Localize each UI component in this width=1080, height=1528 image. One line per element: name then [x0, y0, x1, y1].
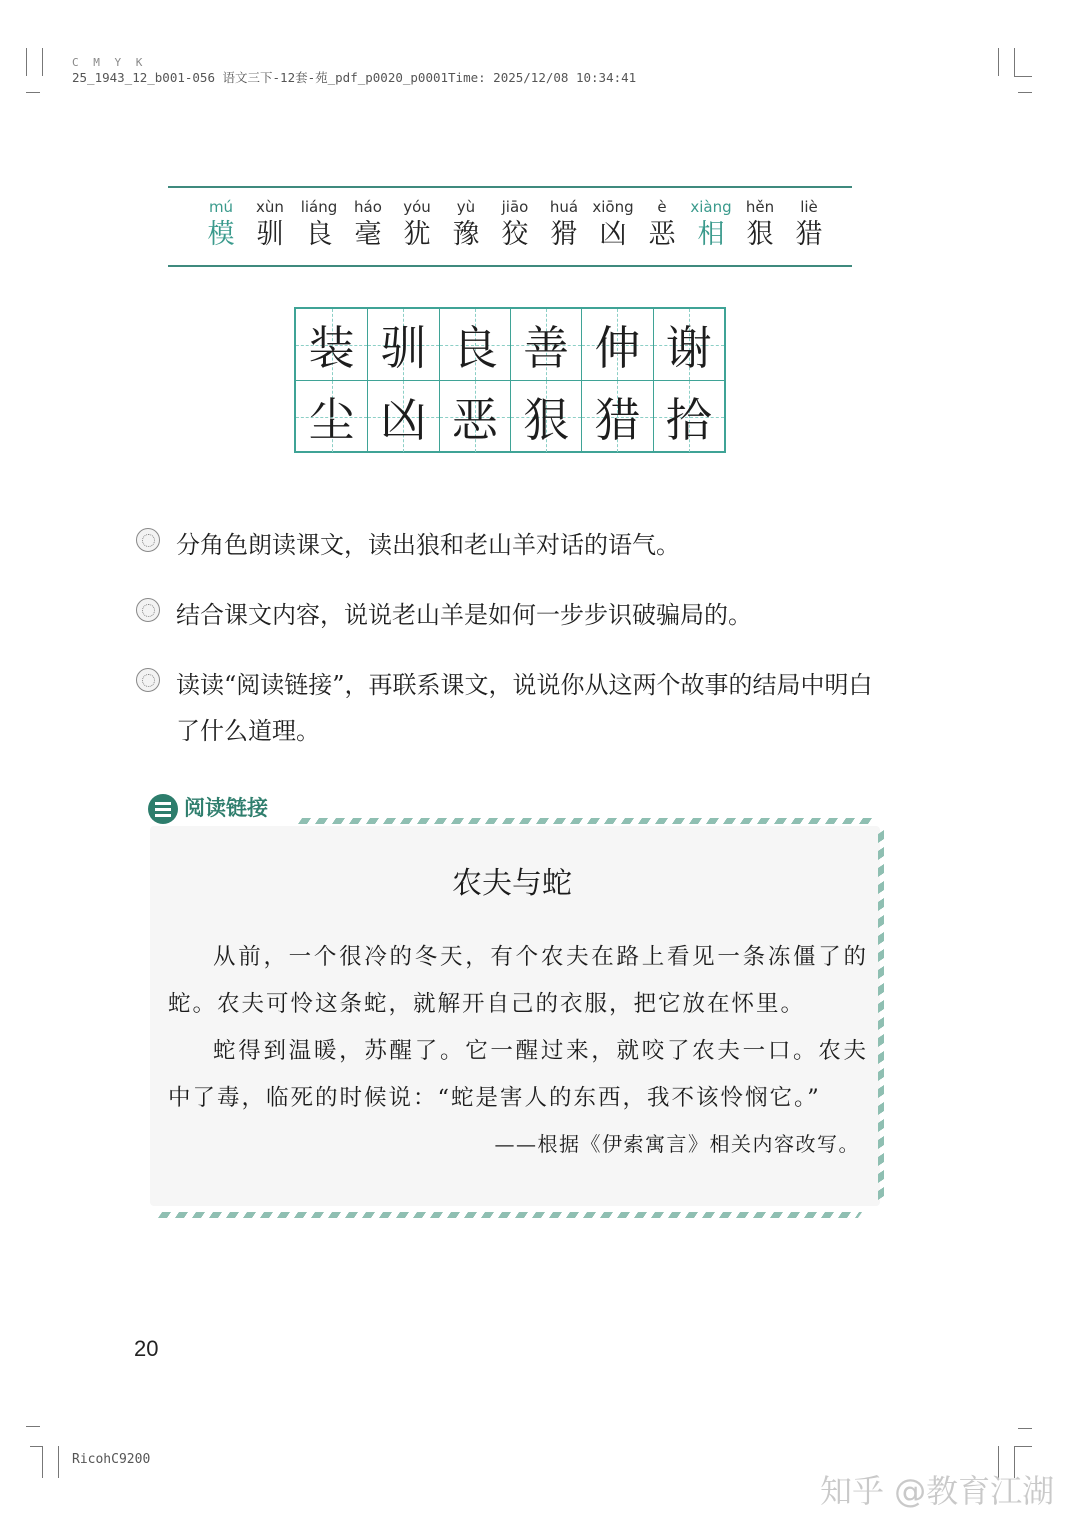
- vocab-char: 恶: [648, 219, 676, 250]
- vocab-pinyin: xiàng: [690, 198, 732, 216]
- story-paragraph: 蛇得到温暖，苏醒了。它一醒过来，就咬了农夫一口。农夫中了毒，临死的时候说：“蛇是害人的东西，我不该怜悯它。”: [168, 1038, 868, 1111]
- grid-cell: [296, 309, 367, 380]
- watermark: 知乎 @教育江湖: [820, 1472, 1055, 1510]
- grid-cell: [653, 309, 724, 380]
- vocab-item: [198, 196, 244, 252]
- vocab-item: [492, 196, 538, 252]
- grid-row-1: [296, 309, 724, 380]
- grid-cell: [367, 381, 438, 452]
- crop-mark: [1018, 92, 1032, 93]
- vocab-char: 犹: [403, 219, 431, 250]
- vocab-pinyin: xiōng: [592, 198, 634, 216]
- vocab-char: 毫: [354, 219, 382, 250]
- exercise-3: [136, 662, 896, 754]
- crop-mark: [26, 48, 27, 76]
- story-title: 农夫与蛇: [452, 866, 572, 901]
- grid-char: 尘: [308, 392, 355, 447]
- grid-cell: [581, 381, 652, 452]
- vocab-char: 驯: [256, 219, 284, 250]
- reading-link-label: 阅读链接: [184, 796, 268, 820]
- vocab-pinyin: xùn: [256, 198, 284, 216]
- grid-char: 伸: [594, 320, 641, 375]
- grid-char: 凶: [380, 392, 427, 447]
- vocab-pinyin: mú: [208, 198, 234, 216]
- vocab-list: [198, 196, 835, 252]
- vocab-bottom-rule: [168, 265, 852, 267]
- vocab-char: 豫: [452, 219, 480, 250]
- grid-char: 恶: [451, 392, 498, 447]
- grid-cell: [439, 381, 510, 452]
- exercise-bullet-icon: [136, 598, 160, 622]
- grid-cell: [581, 309, 652, 380]
- grid-row-2: [296, 380, 724, 452]
- exercise-text: 读读“阅读链接”，再联系课文，说说你从这两个故事的结局中明白了什么道理。: [176, 671, 873, 745]
- crop-mark: [30, 1446, 42, 1447]
- vocab-pinyin: hěn: [745, 198, 775, 216]
- crop-mark: [26, 1426, 40, 1427]
- vocab-item: [394, 196, 440, 252]
- story-paragraph: 从前，一个很冷的冬天，有个农夫在路上看见一条冻僵了的蛇。农夫可怜这条蛇，就解开自己的衣服，把它放在怀里。: [168, 944, 868, 1017]
- exercise-bullet-icon: [136, 668, 160, 692]
- crop-mark: [1018, 1428, 1032, 1429]
- cmyk-marks: C M Y K: [72, 56, 147, 69]
- vocab-char: 猎: [795, 219, 823, 250]
- crop-mark: [1014, 48, 1015, 76]
- grid-cell: [510, 309, 581, 380]
- exercise-bullet-icon: [136, 528, 160, 552]
- vocab-pinyin: háo: [354, 198, 382, 216]
- vocab-char: 相: [697, 219, 725, 250]
- vocab-pinyin: yóu: [403, 198, 431, 216]
- vocab-pinyin: liè: [800, 198, 818, 216]
- vocab-item: [639, 196, 685, 252]
- vocab-item: [345, 196, 391, 252]
- vocab-pinyin: liáng: [300, 198, 338, 216]
- grid-char: 装: [308, 320, 355, 375]
- vocab-top-rule: [168, 186, 852, 188]
- dashed-border-top: [298, 818, 874, 824]
- vocab-pinyin: yù: [456, 198, 476, 216]
- vocab-char: 凶: [599, 219, 627, 250]
- vocab-pinyin: huá: [549, 198, 579, 216]
- crop-mark: [1014, 1446, 1032, 1447]
- crop-mark: [58, 1446, 59, 1478]
- grid-cell: [510, 381, 581, 452]
- vocab-char: 猾: [550, 219, 578, 250]
- grid-char: 谢: [665, 320, 712, 375]
- crop-mark: [42, 1446, 43, 1478]
- vocab-item: [737, 196, 783, 252]
- dashed-border-bottom: [158, 1212, 862, 1218]
- grid-cell: [439, 309, 510, 380]
- grid-char: 拾: [665, 392, 712, 447]
- grid-char: 驯: [380, 320, 427, 375]
- print-job-line: 25_1943_12_b001-056 语文三下-12套-苑_pdf_p0020_p0001Time: 2025/12/08 10:34:41: [72, 70, 637, 85]
- grid-char: 善: [523, 320, 570, 375]
- crop-mark: [998, 48, 999, 76]
- vocab-item: [541, 196, 587, 252]
- print-header: [72, 54, 636, 85]
- vocab-pinyin: jiāo: [501, 198, 529, 216]
- grid-char: 猎: [594, 392, 641, 447]
- vocab-item: [688, 196, 734, 252]
- book-icon: [148, 794, 178, 824]
- grid-cell: [296, 381, 367, 452]
- grid-cell: [367, 309, 438, 380]
- scanner-label: RicohC9200: [72, 1452, 151, 1467]
- grid-cell: [653, 381, 724, 452]
- story-source: ——根据《伊索寓言》相关内容改写。: [494, 1132, 860, 1156]
- exercise-2: [136, 592, 896, 638]
- vocab-item: [590, 196, 636, 252]
- vocab-pinyin: è: [657, 198, 667, 216]
- exercise-text: 结合课文内容，说说老山羊是如何一步步识破骗局的。: [176, 601, 752, 629]
- page-number: 20: [134, 1336, 159, 1361]
- vocab-item: [296, 196, 342, 252]
- writing-grid: [294, 307, 726, 453]
- vocab-item: [247, 196, 293, 252]
- vocab-char: 狡: [501, 219, 529, 250]
- vocab-char: 良: [305, 219, 333, 250]
- crop-mark: [26, 92, 40, 93]
- exercise-text: 分角色朗读课文，读出狼和老山羊对话的语气。: [176, 531, 680, 559]
- vocab-item: [443, 196, 489, 252]
- grid-char: 狠: [523, 392, 570, 447]
- vocab-item: [786, 196, 832, 252]
- grid-char: 良: [451, 320, 498, 375]
- vocab-char: 狠: [746, 219, 774, 250]
- crop-mark: [1014, 76, 1032, 77]
- exercise-1: [136, 522, 896, 568]
- crop-mark: [42, 48, 43, 76]
- vocab-char: 模: [207, 219, 235, 250]
